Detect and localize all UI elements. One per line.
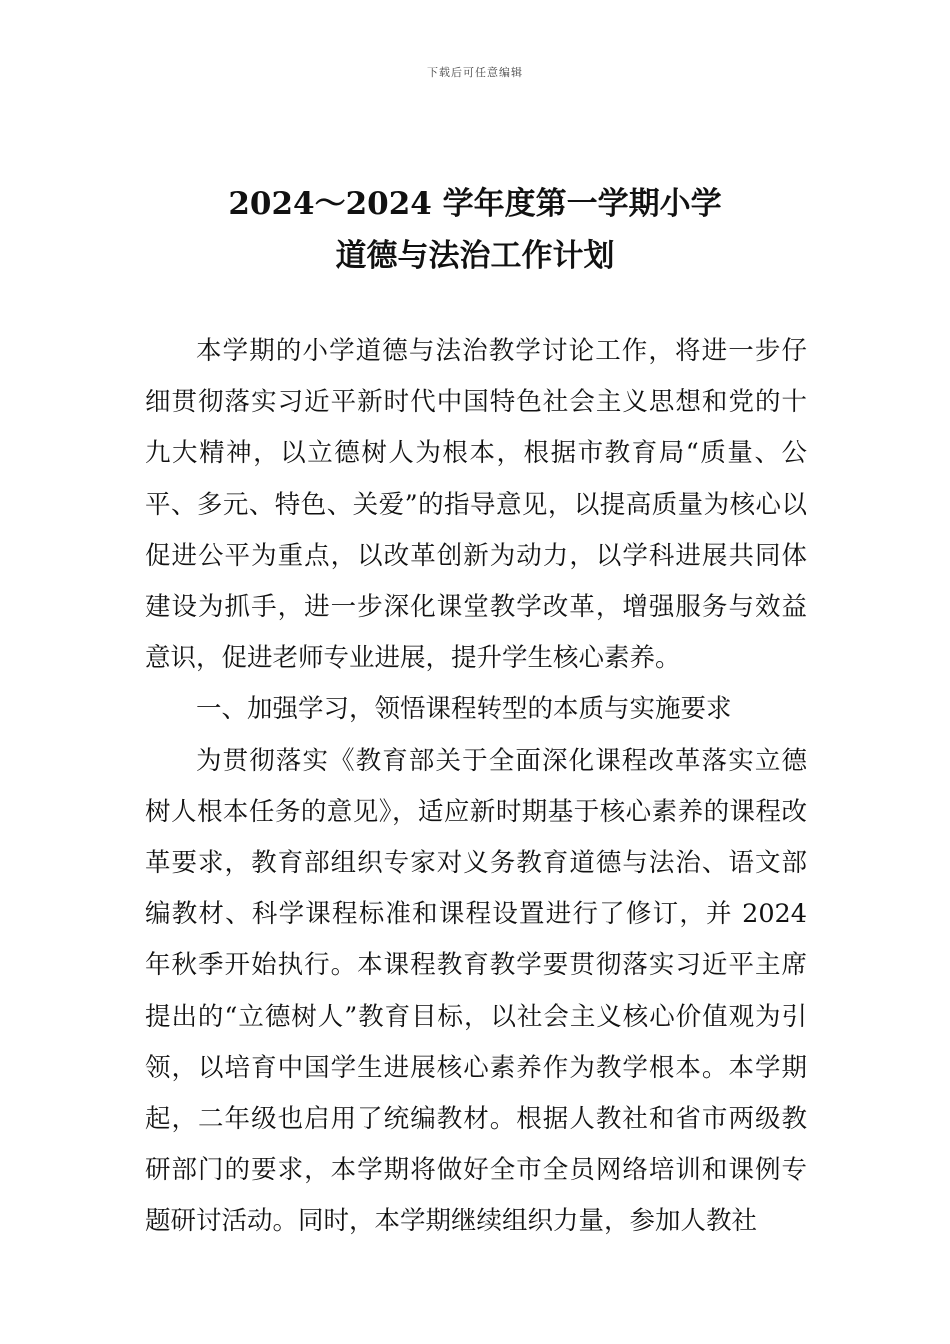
paragraph-intro: 本学期的小学道德与法治教学讨论工作，将进一步仔细贯彻落实习近平新时代中国特色社会主义思想和党的十九大精神，以立德树人为根本，根据市教育局“质量、公平、多元、特色、关爱”的指导意见，以提高质量为核心以促进公平为重点，以改革创新为动力，以学科进展共同体建设为抓手，进一步深化课堂教学改革，增强服务与效益意识，促进老师专业进展，提升学生核心素养。 [145, 336, 807, 674]
document-title [0, 178, 950, 282]
header-note: 下载后可任意编辑 [427, 66, 523, 79]
section-heading-1: 一、加强学习，领悟课程转型的本质与实施要求 [196, 694, 732, 725]
title-line-2: 道德与法治工作计划 [335, 238, 615, 274]
paragraph-section-1: 为贯彻落实《教育部关于全面深化课程改革落实立德树人根本任务的意见》，适应新时期基于核心素养的课程改革要求，教育部组织专家对义务教育道德与法治、语文部编教材、科学课程标准和课程设置进行了修订，并 2024 年秋季开始执行。本课程教育教学要贯彻落实习近平主席提出的“立德树人”教育目标，以社会主义核心价值观为引领，以培育中国学生进展核心素养作为教学根本。本学期起，二年级也启用了统编教材。根据人教社和省市两级教研部门的要求，本学期将做好全市全员网络培训和课例专题研讨活动。同时，本学期继续组织力量，参加人教社 [145, 745, 807, 1237]
title-line-1: 2024～2024 学年度第一学期小学 [228, 186, 722, 222]
document-body [145, 326, 807, 1248]
